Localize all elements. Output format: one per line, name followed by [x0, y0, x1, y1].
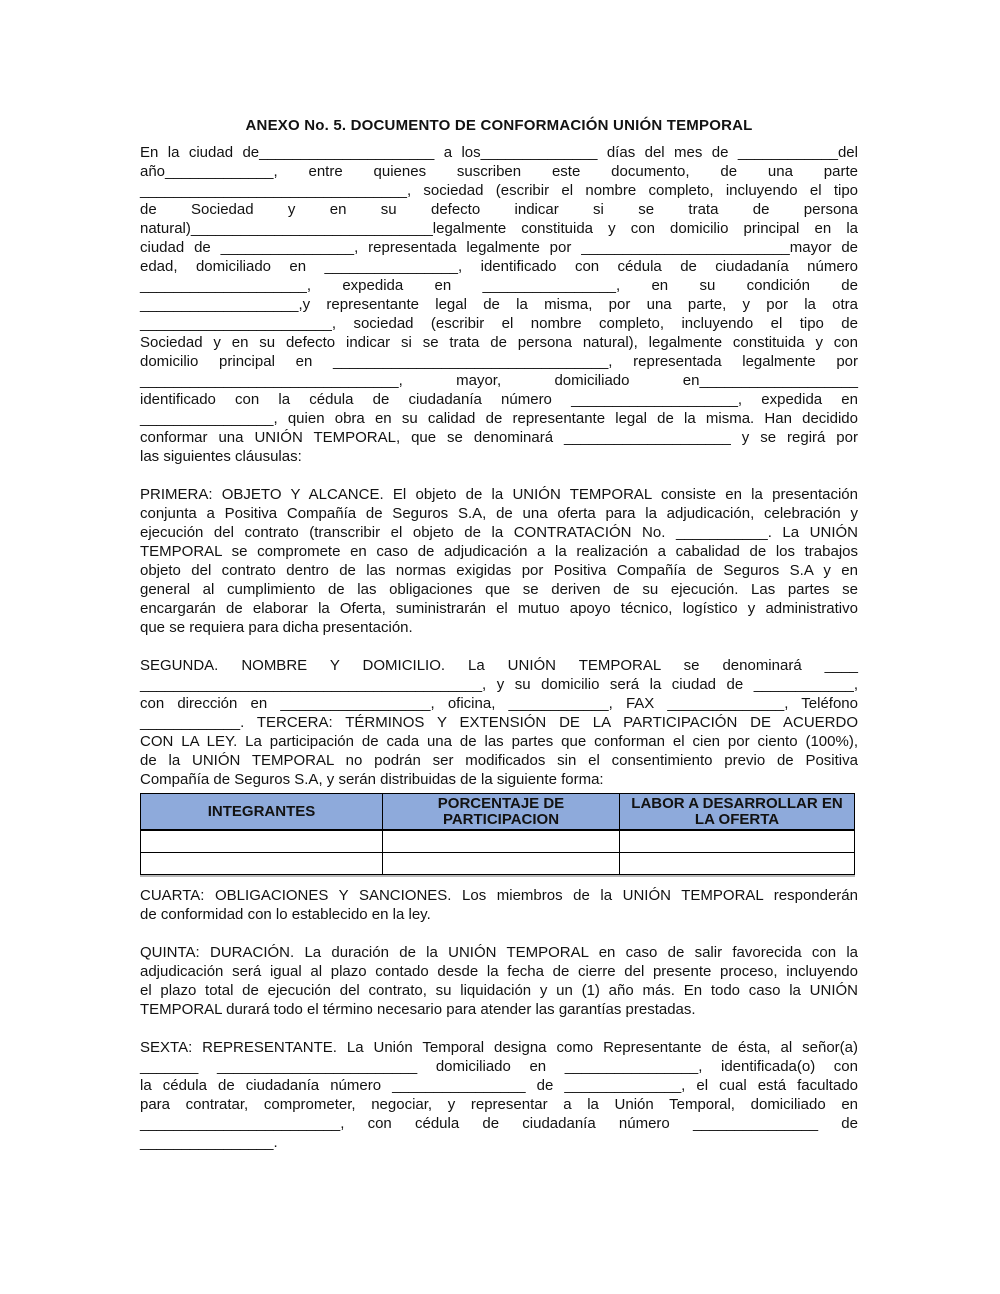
document-line: ________________, quien obra en su calidad de representante legal de la misma. Han decidido — [140, 410, 858, 427]
table-header-row — [141, 794, 855, 831]
table-header-integrantes: INTEGRANTES — [141, 794, 383, 831]
paragraph-cuarta-obligaciones-y-sanciones — [140, 886, 858, 924]
document-line: TEMPORAL durará todo el término necesario para atender las garantías prestadas. — [140, 1001, 696, 1018]
table-cell-porcentaje-1[interactable] — [383, 830, 620, 853]
document-line: PRIMERA: OBJETO Y ALCANCE. El objeto de la UNIÓN TEMPORAL consiste en la presentación — [140, 486, 858, 503]
document-line: _________________________________________, y su domicilio será la ciudad de ____________, — [140, 676, 858, 693]
document-line: SEXTA: REPRESENTANTE. La Unión Temporal designa como Representante de ésta, al señor(a) — [140, 1039, 858, 1056]
document-line: ciudad de ________________, representada legalmente por _________________________mayor de — [140, 239, 858, 256]
document-line: TEMPORAL se compromete en caso de adjudicación a la realización a cabalidad de los trabajos — [140, 543, 858, 560]
document-line: que se requiera para dicha presentación. — [140, 619, 413, 636]
document-line: ejecución del contrato (transcribir el objeto de la CONTRATACIÓN No. ___________. La UNIÓN — [140, 524, 858, 541]
document-line: la cédula de ciudadanía número ________________ de ______________, el cual está facultado — [140, 1077, 858, 1094]
table-cell-integrante-1[interactable] — [141, 830, 383, 853]
document-line: objeto del contrato dentro de las normas exigidas por Positiva Compañía de Seguros S.A y en — [140, 562, 858, 579]
document-line: _______________________, sociedad (escribir el nombre completo, incluyendo el tipo de — [140, 315, 858, 332]
document-line: ________________. — [140, 1134, 278, 1151]
document-line: adjudicación será igual al plazo contado desde la fecha de cierre del presente proceso, incluyendo — [140, 963, 858, 980]
paragraph-quinta-duracion — [140, 943, 858, 1019]
document-line: _______________________________, mayor, domiciliado en___________________ — [140, 372, 858, 389]
paragraph-primera-objeto-y-alcance — [140, 485, 858, 637]
document-line: para contratar, comprometer, negociar, y representar a la Unión Temporal, domiciliado en — [140, 1096, 858, 1113]
paragraph-intro — [140, 143, 858, 466]
table-header-porcentaje-participacion: PORCENTAJE DE PARTICIPACION — [383, 794, 620, 831]
document-line: general al cumplimiento de las obligaciones que se deriven de su ejecución. Las partes se — [140, 581, 858, 598]
table-row — [141, 853, 855, 875]
document-line: las siguientes cláusulas: — [140, 448, 302, 465]
document-line: conformar una UNIÓN TEMPORAL, que se denominará ____________________ y se regirá por — [140, 429, 858, 446]
document-line: edad, domiciliado en ________________, identificado con cédula de ciudadanía número — [140, 258, 858, 275]
document-line: SEGUNDA. NOMBRE Y DOMICILIO. La UNIÓN TEMPORAL se denominará ____ — [140, 657, 858, 674]
document-line: identificado con la cédula de ciudadanía número ____________________, expedida en — [140, 391, 858, 408]
participation-table — [140, 793, 855, 875]
document-line: QUINTA: DURACIÓN. La duración de la UNIÓN TEMPORAL en caso de salir favorecida con la — [140, 944, 858, 961]
document-line: con dirección en __________________, oficina, ____________, FAX ______________, Teléfono — [140, 695, 858, 712]
document-line: CON LA LEY. La participación de cada una de las partes que conforman el cien por ciento (100%), — [140, 733, 858, 750]
table-header-labor-oferta: LABOR A DESARROLLAR EN LA OFERTA — [620, 794, 855, 831]
document-line: de la UNIÓN TEMPORAL no podrán ser modificados sin el consentimiento previo de Positiva — [140, 752, 858, 769]
paragraph-segunda-nombre-y-domicilio — [140, 656, 858, 789]
document-line: ____________________, expedida en ________________, en su condición de — [140, 277, 858, 294]
document-line: el plazo total de ejecución del contrato, su liquidación y un (1) año más. En todo caso la UNIÓN — [140, 982, 858, 999]
document-line: encargarán de elaborar la Oferta, suministrarán el mutuo apoyo técnico, logístico y administrativo — [140, 600, 858, 617]
document-line: Sociedad y en su defecto indicar si se trata de persona natural), legalmente constituida y con — [140, 334, 858, 351]
document-line: domicilio principal en _________________________________, representada legalmente por — [140, 353, 858, 370]
document-line: En la ciudad de_____________________ a los______________ días del mes de ____________del — [140, 144, 858, 161]
document-line: ___________________,y representante legal de la misma, por una parte, y por la otra — [140, 296, 858, 313]
document-line: ____________. TERCERA: TÉRMINOS Y EXTENSIÓN DE LA PARTICIPACIÓN DE ACUERDO — [140, 714, 858, 731]
document-line: ________________________________, sociedad (escribir el nombre completo, incluyendo el tipo — [140, 182, 858, 199]
document-line: conjunta a Positiva Compañía de Seguros S.A, de una oferta para la adjudicación, celebración y — [140, 505, 858, 522]
document-line: de conformidad con lo establecido en la ley. — [140, 906, 431, 923]
document-line: ________________________, con cédula de ciudadanía número _______________ de — [140, 1115, 858, 1132]
document-line: Compañía de Seguros S.A, y serán distribuidas de la siguiente forma: — [140, 771, 604, 788]
paragraph-sexta-representante — [140, 1038, 858, 1152]
document-line: CUARTA: OBLIGACIONES Y SANCIONES. Los miembros de la UNIÓN TEMPORAL responderán — [140, 887, 858, 904]
document-line: año_____________, entre quienes suscriben este documento, de una parte — [140, 163, 858, 180]
table-row — [141, 830, 855, 853]
document-line: _______ ________________________ domiciliado en ________________, identificada(o) con — [140, 1058, 858, 1075]
document-title: ANEXO No. 5. DOCUMENTO DE CONFORMACIÓN UNIÓN TEMPORAL — [245, 117, 753, 134]
document-line: natural)_____________________________legalmente constituida y con domicilio principal en la — [140, 220, 858, 237]
table-cell-labor-2[interactable] — [620, 853, 855, 875]
table-cell-labor-1[interactable] — [620, 830, 855, 853]
table-cell-porcentaje-2[interactable] — [383, 853, 620, 875]
table-cell-integrante-2[interactable] — [141, 853, 383, 875]
document-line: de Sociedad y en su defecto indicar si se trata de persona — [140, 201, 858, 218]
